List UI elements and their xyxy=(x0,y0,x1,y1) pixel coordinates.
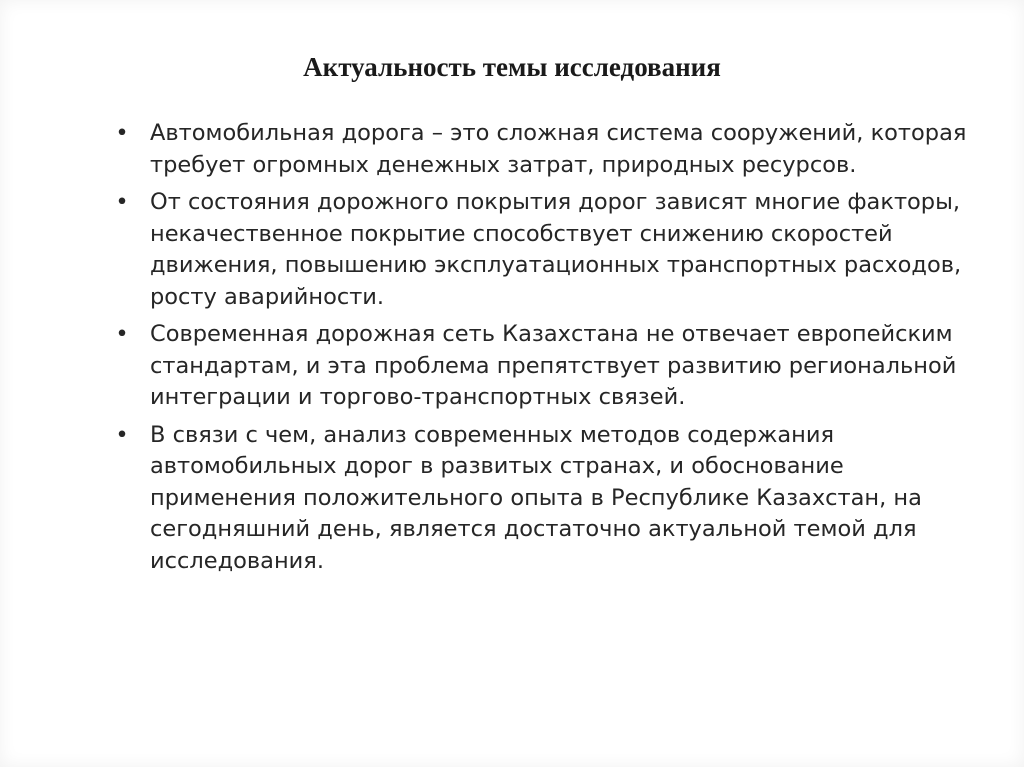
bullet-list xyxy=(112,118,982,583)
bullet-text: От состояния дорожного покрытия дорог зависят многие факторы, некачественное покрытие способствует снижению скоростей движения, повышению эксплуатационных транспортных расходов, росту аварийности. xyxy=(150,189,962,310)
bullet-item xyxy=(112,420,982,578)
bullet-text: Автомобильная дорога – это сложная система сооружений, которая требует огромных денежных затрат, природных ресурсов. xyxy=(150,120,967,178)
bullet-icon: • xyxy=(115,120,129,146)
bullet-icon: • xyxy=(115,189,129,215)
bullet-text: В связи с чем, анализ современных методов содержания автомобильных дорог в развитых странах, и обоснование применения положительного опыта в Республике Казахстан, на сегодняшний день, является достаточно актуальной темой для исследования. xyxy=(150,421,922,574)
bullet-item xyxy=(112,319,982,414)
bullet-text: Современная дорожная сеть Казахстана не отвечает европейским стандартам, и эта проблема препятствует развитию региональной интеграции и торгово-транспортных связей. xyxy=(150,321,957,410)
slide-title: Актуальность темы исследования xyxy=(303,52,721,82)
bullet-icon: • xyxy=(115,321,129,347)
bullet-icon: • xyxy=(115,421,129,448)
bullet-item xyxy=(112,187,982,313)
bullet-item xyxy=(112,118,982,181)
